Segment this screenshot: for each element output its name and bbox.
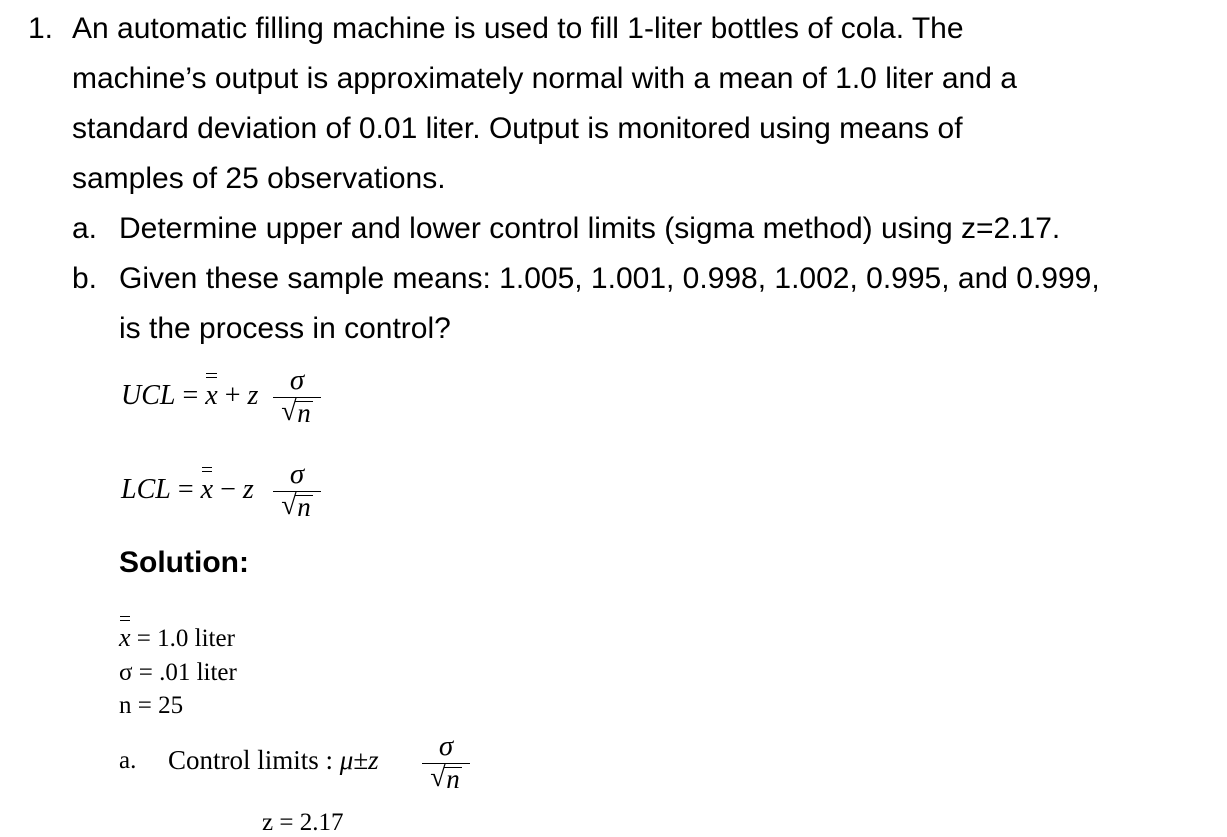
problem-line: machine’s output is approximately normal with a mean of 1.0 liter and a <box>72 62 1017 95</box>
control-limits-fraction: σ √ n <box>422 730 470 795</box>
part-b-text: Given these sample means: 1.005, 1.001, 0.998, 1.002, 0.995, and 0.999, <box>119 262 1100 295</box>
ucl-z: z <box>247 380 259 411</box>
lcl-formula: LCL = x − z <box>121 474 254 505</box>
ucl-lhs: UCL <box>121 380 176 411</box>
ucl-sqrt-n: √ n <box>283 398 311 428</box>
part-b-label: b. <box>72 262 98 295</box>
given-mean: x = 1.0 liter <box>119 623 235 652</box>
ucl-sigma: σ <box>289 364 305 396</box>
lcl-sqrt-n: √ n <box>283 492 311 522</box>
plus-minus-symbol: ± <box>353 745 369 775</box>
lcl-z: z <box>242 474 254 505</box>
ucl-fraction <box>273 364 321 429</box>
solution-part-a-label: a. <box>119 747 137 774</box>
control-limits-formula: Control limits : μ±z <box>168 745 379 775</box>
solution-heading: Solution: <box>119 546 249 579</box>
ucl-formula: UCL = x + z <box>121 380 259 411</box>
part-b-text: is the process in control? <box>119 312 451 345</box>
problem-line: An automatic filling machine is used to fill 1-liter bottles of cola. The <box>72 12 964 45</box>
problem-number: 1. <box>28 12 54 45</box>
mu-symbol: μ <box>339 745 354 775</box>
ucl-operator: + <box>224 380 241 411</box>
grand-mean-symbol: x <box>119 623 131 652</box>
given-sigma: σ = .01 liter <box>119 659 237 686</box>
lcl-sigma: σ <box>289 458 305 490</box>
grand-mean-symbol: x <box>205 380 218 411</box>
given-n: n = 25 <box>119 692 184 719</box>
part-a-text: Determine upper and lower control limits (sigma method) using z=2.17. <box>119 212 1061 245</box>
problem-line: standard deviation of 0.01 liter. Output is monitored using means of <box>72 112 963 145</box>
lcl-fraction <box>273 458 321 523</box>
z-value: z = 2.17 <box>262 809 344 836</box>
problem-line: samples of 25 observations. <box>72 162 446 195</box>
part-a-label: a. <box>72 212 98 245</box>
lcl-lhs: LCL <box>121 474 171 505</box>
lcl-operator: − <box>220 474 236 505</box>
grand-mean-symbol: x <box>200 474 214 505</box>
